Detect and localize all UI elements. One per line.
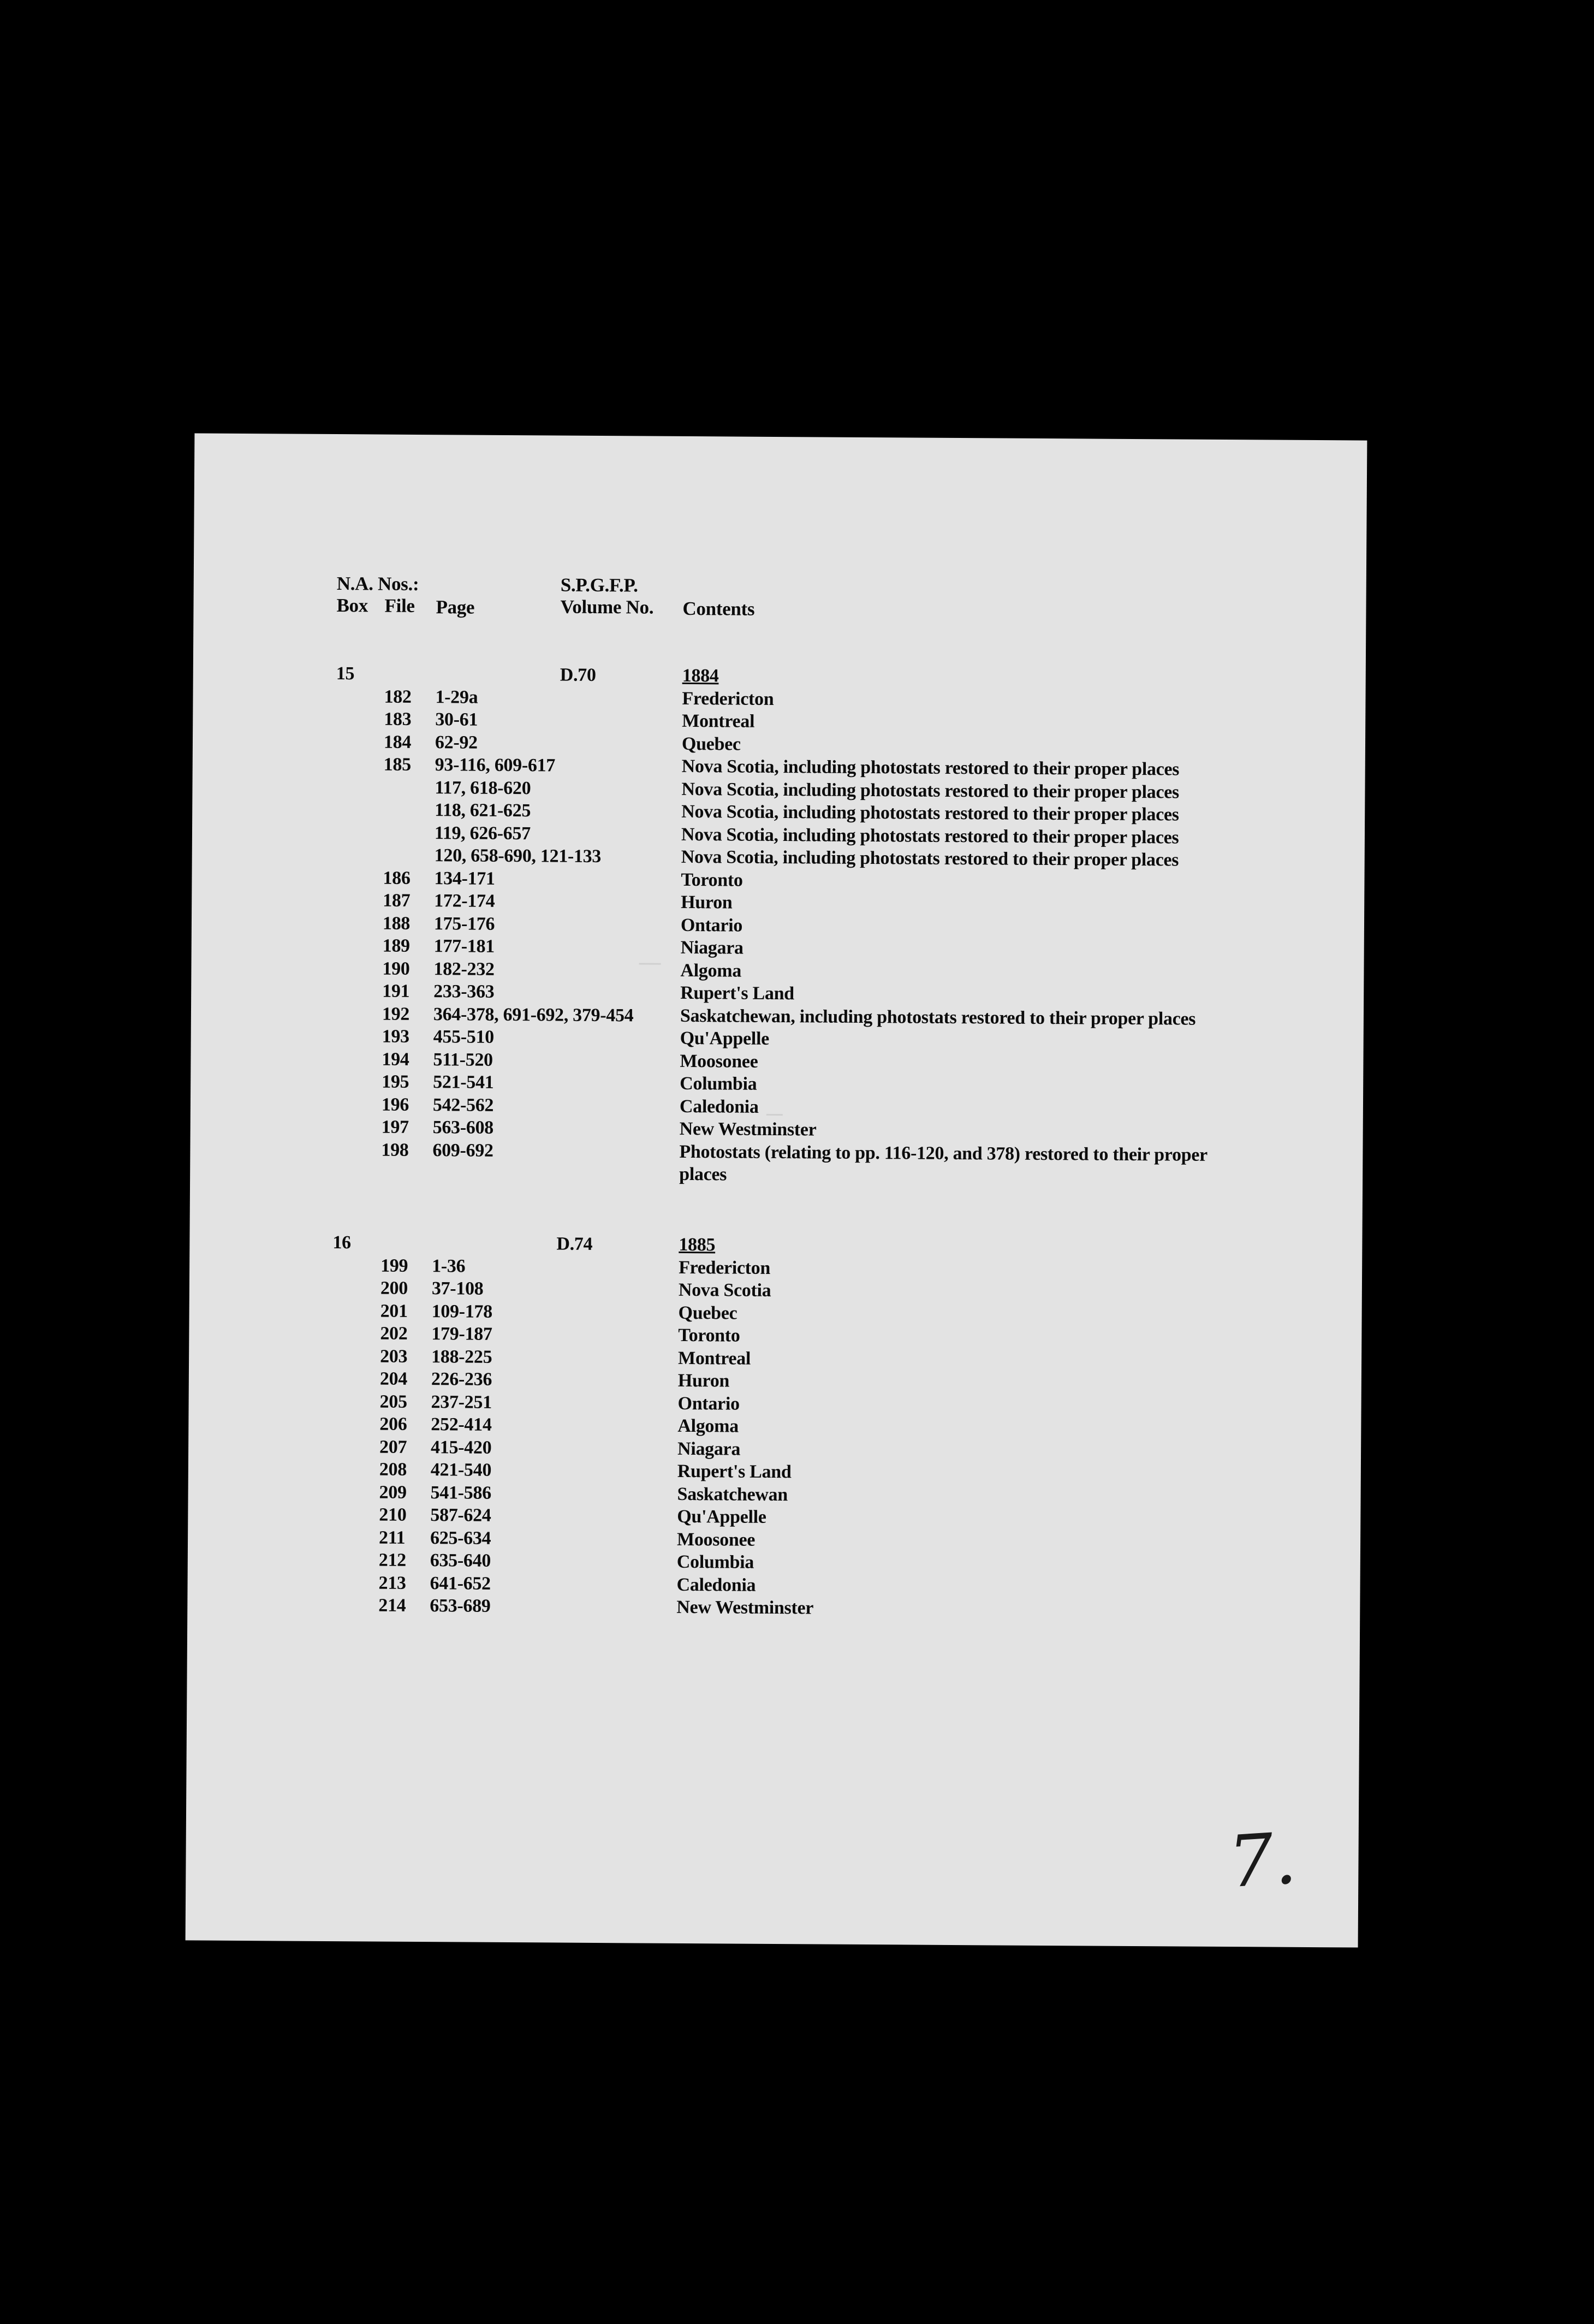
page-range: 415-420 <box>431 1437 492 1458</box>
page-range: 37-108 <box>431 1278 484 1299</box>
contents-text: Huron <box>677 1370 730 1391</box>
page-range: 521-541 <box>433 1072 494 1093</box>
page-range: 252-414 <box>431 1414 492 1435</box>
header-contents: Contents <box>682 597 755 620</box>
contents-text: Niagara <box>677 1438 741 1460</box>
file-number: 197 <box>381 1117 409 1137</box>
page-range: 541-586 <box>430 1482 491 1503</box>
file-number: 211 <box>378 1527 406 1548</box>
contents-text: Columbia <box>680 1073 757 1094</box>
page-range: 62-92 <box>435 732 478 753</box>
contents-text: Columbia <box>676 1551 754 1573</box>
file-number: 193 <box>382 1026 409 1047</box>
contents-text: Caledonia <box>679 1096 759 1117</box>
header-na-nos: N.A. Nos.: <box>336 573 419 595</box>
file-number: 200 <box>380 1278 408 1299</box>
contents-text: Moosonee <box>676 1529 756 1550</box>
file-number: 190 <box>382 958 410 979</box>
contents-text: Photostats (relating to pp. 116-120, and 378) restored to their proper <box>679 1141 1208 1165</box>
page-range: 609-692 <box>432 1140 493 1161</box>
file-number: 207 <box>379 1437 407 1457</box>
page-range: 30-61 <box>435 709 478 730</box>
page-range: 237-251 <box>431 1391 492 1413</box>
page-range: 172-174 <box>434 891 495 911</box>
volume-number: D.74 <box>556 1234 593 1254</box>
section-year: 1885 <box>679 1234 716 1255</box>
file-number: 203 <box>380 1346 408 1367</box>
file-number: 194 <box>382 1049 409 1070</box>
contents-text: Montreal <box>678 1348 751 1369</box>
contents-text: Rupert's Land <box>680 982 794 1004</box>
contents-text: Caledonia <box>676 1574 756 1596</box>
contents-text: Moosonee <box>680 1051 758 1072</box>
page-range: 563-608 <box>432 1117 494 1138</box>
file-number: 189 <box>382 935 410 956</box>
file-number: 201 <box>380 1301 408 1321</box>
contents-text: Nova Scotia, including photostats restored to their proper places <box>681 824 1179 847</box>
contents-text: Qu'Appelle <box>680 1028 770 1049</box>
file-number: 199 <box>380 1255 408 1276</box>
page-range: 93-116, 609-617 <box>435 755 556 776</box>
file-number: 185 <box>383 754 411 775</box>
header-volume-no: Volume No. <box>560 596 654 618</box>
file-number: 213 <box>378 1573 406 1593</box>
contents-text: Nova Scotia, including photostats restored to their proper places <box>681 846 1179 870</box>
contents-text: Ontario <box>680 915 743 936</box>
contents-text: Huron <box>681 892 733 913</box>
contents-text: Qu'Appelle <box>677 1506 766 1527</box>
file-number: 195 <box>382 1071 409 1092</box>
file-number: 196 <box>381 1094 409 1115</box>
contents-text: Montreal <box>682 710 755 732</box>
file-number: 204 <box>379 1368 408 1389</box>
page-range: 233-363 <box>433 981 495 1002</box>
header-page: Page <box>436 596 475 618</box>
handwritten-page-number: 7. <box>1226 1816 1299 1904</box>
page-range: 175-176 <box>433 913 495 934</box>
page-range: 1-36 <box>432 1255 466 1277</box>
file-number: 184 <box>383 732 412 752</box>
page-range: 653-689 <box>430 1596 491 1616</box>
page-range: 625-634 <box>430 1527 491 1549</box>
contents-text: Quebec <box>681 733 741 755</box>
contents-text: Nova Scotia <box>678 1279 771 1301</box>
section-year: 1884 <box>682 665 719 686</box>
page-range: 421-540 <box>430 1460 492 1480</box>
page-range: 119, 626-657 <box>434 822 531 844</box>
header-box: Box <box>336 595 368 616</box>
page-range: 134-171 <box>434 868 495 889</box>
contents-text: Algoma <box>677 1415 739 1437</box>
box-number: 16 <box>332 1232 351 1253</box>
contents-text: Toronto <box>681 869 743 891</box>
file-number: 187 <box>383 890 411 911</box>
page-range: 118, 621-625 <box>435 800 531 821</box>
page-range: 179-187 <box>431 1324 492 1344</box>
page-range: 364-378, 691-692, 379-454 <box>433 1004 634 1025</box>
page-range: 587-624 <box>430 1505 491 1526</box>
contents-text: New Westminster <box>676 1597 814 1618</box>
page-range: 182-232 <box>433 958 495 980</box>
contents-text: Rupert's Land <box>677 1461 792 1483</box>
file-number: 209 <box>379 1482 407 1503</box>
page-range: 511-520 <box>433 1049 493 1070</box>
page-range: 542-562 <box>432 1094 494 1116</box>
file-number: 208 <box>379 1459 407 1480</box>
file-number: 206 <box>379 1414 407 1434</box>
page-range: 226-236 <box>431 1369 492 1390</box>
file-number: 202 <box>380 1323 408 1344</box>
paper-speck <box>639 963 661 964</box>
file-number: 191 <box>382 981 410 1001</box>
contents-text: Saskatchewan, including photostats restored to their proper places <box>680 1005 1196 1029</box>
contents-text: Quebec <box>678 1302 737 1324</box>
page-range: 455-510 <box>433 1027 495 1047</box>
file-number: 188 <box>382 913 411 934</box>
contents-text: Ontario <box>677 1393 740 1414</box>
box-number: 15 <box>336 663 355 684</box>
page-range: 635-640 <box>430 1550 491 1571</box>
file-number: 186 <box>383 868 411 888</box>
header-spgfp: S.P.G.F.P. <box>560 574 638 596</box>
page-range: 188-225 <box>431 1346 492 1367</box>
file-number: 214 <box>378 1595 406 1616</box>
contents-text: Algoma <box>680 960 742 981</box>
page-range: 1-29a <box>435 686 478 708</box>
file-number: 192 <box>382 1004 410 1024</box>
contents-text: Niagara <box>680 937 744 958</box>
contents-text: Fredericton <box>682 688 774 709</box>
page-range: 117, 618-620 <box>435 777 531 798</box>
contents-text-continued: places <box>679 1164 727 1185</box>
contents-text: New Westminster <box>679 1118 817 1140</box>
page-range: 109-178 <box>431 1301 492 1322</box>
document-page <box>186 433 1367 1947</box>
file-number: 183 <box>384 709 412 730</box>
contents-text: Nova Scotia, including photostats restored to their proper places <box>681 801 1179 825</box>
page-range: 641-652 <box>430 1573 491 1594</box>
contents-text: Saskatchewan <box>677 1484 788 1505</box>
file-number: 182 <box>384 686 412 707</box>
file-number: 205 <box>379 1391 407 1412</box>
file-number: 210 <box>379 1504 407 1525</box>
contents-text: Fredericton <box>679 1257 771 1278</box>
volume-number: D.70 <box>560 665 596 685</box>
file-number: 212 <box>378 1550 407 1570</box>
page-range: 177-181 <box>433 936 495 957</box>
page-range: 120, 658-690, 121-133 <box>434 845 602 867</box>
paper-speck <box>766 1114 783 1116</box>
contents-text: Toronto <box>678 1325 740 1346</box>
header-file: File <box>384 595 415 616</box>
contents-text: Nova Scotia, including photostats restored to their proper places <box>681 756 1180 780</box>
contents-text: Nova Scotia, including photostats restored to their proper places <box>681 779 1180 802</box>
file-number: 198 <box>381 1140 409 1160</box>
